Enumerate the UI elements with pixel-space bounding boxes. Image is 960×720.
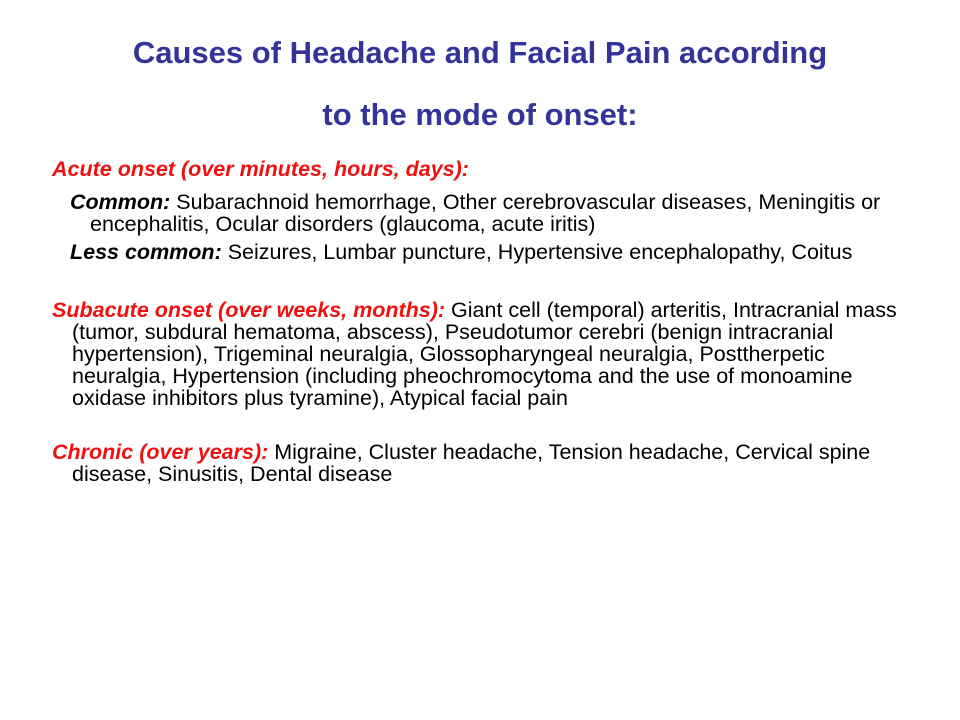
- acute-onset-heading: [52, 158, 912, 180]
- subacute-onset-section: [52, 299, 912, 409]
- chronic-heading: Chronic (over years):: [52, 440, 269, 464]
- slide-title: [40, 22, 920, 146]
- acute-common-paragraph: [52, 191, 912, 235]
- slide-title-line-1: Causes of Headache and Facial Pain according: [132, 35, 828, 70]
- slide-body: [52, 158, 912, 485]
- chronic-section: [52, 441, 912, 485]
- subacute-onset-heading: Subacute onset (over weeks, months):: [52, 298, 446, 322]
- acute-onset-heading-text: Acute onset (over minutes, hours, days):: [52, 157, 469, 181]
- acute-onset-section: [52, 158, 912, 263]
- acute-less-common-label: Less common:: [70, 240, 222, 264]
- acute-common-label: Common:: [70, 190, 171, 214]
- chronic-text: Migraine, Cluster headache, Tension headache, Cervical spine disease, Sinusitis, Dental disease: [72, 440, 871, 486]
- acute-common-text: Subarachnoid hemorrhage, Other cerebrovascular diseases, Meningitis or encephalitis, Ocular disorders (glaucoma, acute iritis): [90, 190, 881, 236]
- slide-title-line-2: to the mode of onset:: [322, 97, 638, 132]
- acute-less-common-text: Seizures, Lumbar puncture, Hypertensive encephalopathy, Coitus: [221, 240, 853, 264]
- spacer: [52, 409, 912, 441]
- acute-less-common-paragraph: [52, 241, 912, 263]
- spacer: [52, 269, 912, 299]
- subacute-onset-text: Giant cell (temporal) arteritis, Intracranial mass (tumor, subdural hematoma, abscess), Pseudotumor cerebri (benign intracranial hypertension), Trigeminal neuralgia, Glossopharyngeal neuralgia, Posttherpetic neuralgia, Hypertension (including pheochromocytoma and the use of monoamine oxidase inhibitors plus tyramine), Atypical facial pain: [72, 298, 897, 410]
